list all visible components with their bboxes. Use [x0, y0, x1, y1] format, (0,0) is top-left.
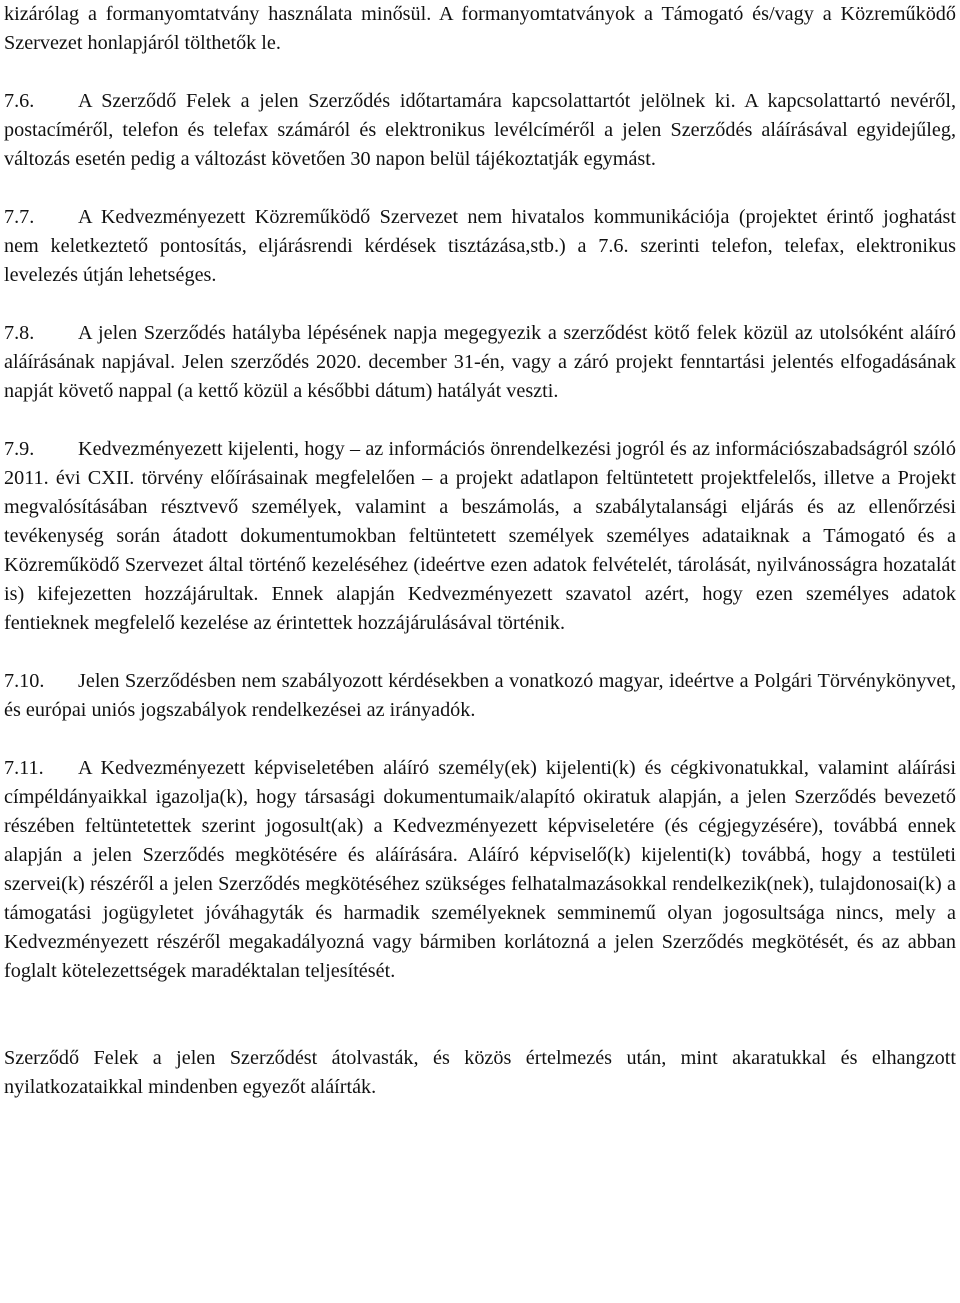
section-number: 7.9.: [4, 438, 35, 460]
section-text: A Kedvezményezett képviseletében aláíró személy(ek) kijelenti(k) és cégkivonatukkal, valamint aláírási címpéldányaikkal igazolja(k), hogy társasági dokumentumaik/alapító okiratuk alapján, a jelen Szerződés bevezető részében feltüntetettek szerint jogosult(ak) a Kedvezményezett képviseletére (és cégjegyzésére), továbbá ennek alapján a jelen Szerződés megkötésére és aláírására. Aláíró képviselő(k) kijelenti(k) továbbá, hogy a testületi szervei(k) részéről a jelen Szerződés megkötéséhez szükséges felhatalmazásokkal rendelkezik(nek), tulajdonosai(k) a támogatási jogügyletet jóváhagyták és harmadik személyeknek semminemű olyan jogosultsága nincs, mely a Kedvezményezett részéről megakadályozná vagy bármiben korlátozná a jelen Szerződés megkötését, és az abban foglalt kötelezettségek maradéktalan teljesítését.: [4, 757, 956, 982]
section-number: 7.6.: [4, 90, 35, 112]
spacer: [4, 58, 956, 87]
spacer: [4, 638, 956, 667]
section-number: 7.7.: [4, 206, 35, 228]
closing-paragraph: Szerződő Felek a jelen Szerződést átolvasták, és közös értelmezés után, mint akaratukkal és elhangzott nyilatkozataikkal mindenben egyezőt aláírták.: [4, 1047, 956, 1098]
spacer: [4, 290, 956, 319]
spacer: [4, 725, 956, 754]
section-text: A Kedvezményezett Közreműködő Szervezet nem hivatalos kommunikációja (projektet érintő joghatást nem keletkeztető pontosítás, eljárásrendi kérdések tisztázása,stb.) a 7.6. szerinti telefon, telefax, elektronikus levelezés útján lehetséges.: [4, 206, 956, 286]
section-7-6: [4, 87, 956, 174]
opening-paragraph: kizárólag a formanyomtatvány használata minősül. A formanyomtatványok a Támogató és/vagy a Közreműködő Szervezet honlapjáról tölthetők le.: [4, 3, 956, 54]
spacer: [4, 986, 956, 1044]
section-7-7: [4, 203, 956, 290]
section-number: 7.8.: [4, 322, 35, 344]
document-page: [4, 0, 956, 1102]
section-text: Kedvezményezett kijelenti, hogy – az információs önrendelkezési jogról és az információszabadságról szóló 2011. évi CXII. törvény előírásainak megfelelően – a projekt adatlapon feltüntetett projektfelelős, illetve a Projekt megvalósításában résztvevő személyek, valamint a beszámolás, a szabálytalansági eljárás és az ellenőrzési tevékenység során átadott dokumentumokban feltüntetett személyek személyes adataiknak a Támogató és a Közreműködő Szervezet által történő kezeléséhez (ideértve ezen adatok felvételét, tárolását, nyilvánosságra hozatalát is) kifejezetten hozzájárultak. Ennek alapján Kedvezményezett szavatol azért, hogy ezen személyes adatok fentieknek megfelelő kezelése az érintettek hozzájárulásával történik.: [4, 438, 956, 634]
section-text: Jelen Szerződésben nem szabályozott kérdésekben a vonatkozó magyar, ideértve a Polgári Törvénykönyvet, és európai uniós jogszabályok rendelkezései az irányadók.: [4, 670, 956, 721]
spacer: [4, 174, 956, 203]
spacer: [4, 406, 956, 435]
section-7-11: [4, 754, 956, 986]
section-number: 7.11.: [4, 757, 44, 779]
section-text: A Szerződő Felek a jelen Szerződés időtartamára kapcsolattartót jelölnek ki. A kapcsolattartó nevéről, postacíméről, telefon és telefax számáról és elektronikus levélcíméről a jelen Szerződés aláírásával egyidejűleg, változás esetén pedig a változást követően 30 napon belül tájékoztatják egymást.: [4, 90, 956, 170]
section-7-9: [4, 435, 956, 638]
section-text: A jelen Szerződés hatályba lépésének napja megegyezik a szerződést kötő felek közül az utolsóként aláíró aláírásának napjával. Jelen szerződés 2020. december 31-én, vagy a záró projekt fenntartási jelentés elfogadásának napját követő nappal (a kettő közül a későbbi dátum) hatályát veszti.: [4, 322, 956, 402]
section-number: 7.10.: [4, 670, 45, 692]
section-7-8: [4, 319, 956, 406]
section-7-10: [4, 667, 956, 725]
